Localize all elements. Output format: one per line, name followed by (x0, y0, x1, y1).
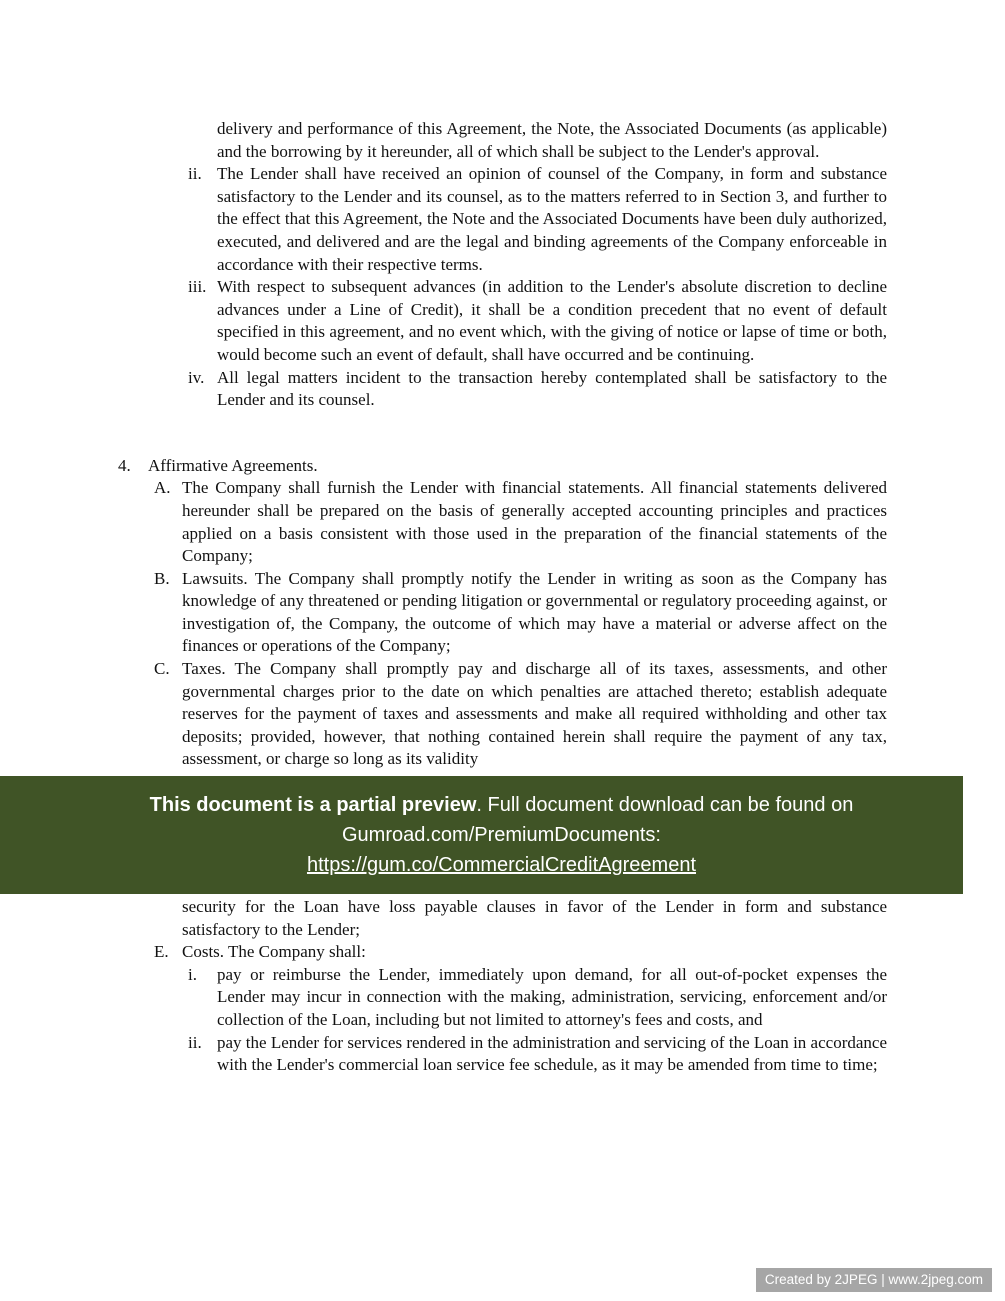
list-item-letter-e (154, 941, 887, 964)
list-item-text: The Lender shall have received an opinion of counsel of the Company, in form and substance satisfactory to the Lender and its counsel, as to the matters referred to in Section 3, and further to the effect that this Agreement, the Note and the Associated Documents have been duly authorized, executed, and delivered and are the legal and binding agreements of the Company enforceable in accordance with their respective terms. (217, 164, 887, 274)
list-item-e-sub-i (188, 964, 887, 1032)
section-title: Affirmative Agreements. (148, 455, 318, 475)
section-4-heading (118, 455, 887, 478)
list-item-letter-a (154, 477, 887, 567)
list-item-roman-iv (188, 367, 887, 412)
list-marker-b: B. (154, 568, 170, 588)
list-marker-ii-sub: ii. (188, 1032, 202, 1052)
list-item-text: pay or reimburse the Lender, immediately upon demand, for all out-of-pocket expenses the Lender may incur in connection with the making, administration, servicing, enforcement and/or collection of the Loan, including but not limited to attorney's fees and costs, and (217, 964, 887, 1029)
section-number: 4. (118, 455, 131, 475)
paragraph-continuation-after-banner: security for the Loan have loss payable clauses in favor of the Lender in form and substance satisfactory to the Lender; (182, 897, 887, 939)
list-marker-ii: ii. (188, 164, 202, 184)
list-item-letter-b (154, 568, 887, 658)
list-item-text: The Company shall furnish the Lender with financial statements. All financial statements delivered hereunder shall be prepared on the basis of generally accepted accounting principles and practices applied on a basis consistent with those used in the preparation of the financial statements of the Company; (182, 478, 887, 566)
list-marker-c: C. (154, 659, 170, 679)
paragraph-continuation-top: delivery and performance of this Agreement, the Note, the Associated Documents (as applicable) and the borrowing by it hereunder, all of which shall be subject to the Lender's approval. (217, 119, 887, 161)
list-marker-i: i. (188, 964, 197, 984)
banner-gumroad-text: Gumroad.com/PremiumDocuments: (342, 824, 661, 847)
list-item-roman-iii (188, 276, 887, 366)
preview-banner (0, 776, 963, 894)
banner-line-1 (100, 790, 903, 820)
banner-download-link[interactable]: https://gum.co/CommercialCreditAgreement (306, 854, 697, 877)
list-item-text: Lawsuits. The Company shall promptly notify the Lender in writing as soon as the Company has knowledge of any threatened or pending litigation or governmental or regulatory proceeding against, or investigation of, the Company, the outcome of which may have a material or adverse affect on the finances or operations of the Company; (182, 568, 887, 656)
banner-bold-text: This document is a partial preview (149, 794, 477, 817)
list-marker-iii: iii. (188, 277, 207, 297)
list-item-text: With respect to subsequent advances (in addition to the Lender's absolute discretion to decline advances under a Line of Credit), it shall be a condition precedent that no event of default specified in this agreement, and no event which, with the giving of notice or lapse of time or both, would become such an event of default, shall have occurred and be continuing. (217, 277, 887, 364)
list-marker-a: A. (154, 478, 171, 498)
list-item-roman-ii (188, 163, 887, 276)
list-marker-iv: iv. (188, 367, 205, 387)
list-item-letter-c (154, 658, 887, 771)
list-marker-e: E. (154, 942, 169, 962)
list-item-text: All legal matters incident to the transaction hereby contemplated shall be satisfactory to the Lender and its counsel. (217, 367, 887, 410)
list-item-e-sub-ii (188, 1032, 887, 1077)
banner-text-rest: . Full document download can be found on (476, 794, 854, 817)
creator-watermark: Created by 2JPEG | www.2jpeg.com (756, 1268, 992, 1292)
list-item-text: Taxes. The Company shall promptly pay and discharge all of its taxes, assessments, and other governmental charges prior to the date on which penalties are attached thereto; establish adequate reserves for the payment of taxes and assessments and make all required withholding and other tax deposits; provided, however, that nothing contained herein shall require the payment of any tax, assessment, or charge so long as its validity (182, 659, 887, 769)
list-item-text: pay the Lender for services rendered in the administration and servicing of the Loan in accordance with the Lender's commercial loan service fee schedule, as it may be amended from time to time; (217, 1032, 887, 1075)
list-item-text: Costs. The Company shall: (182, 942, 366, 962)
